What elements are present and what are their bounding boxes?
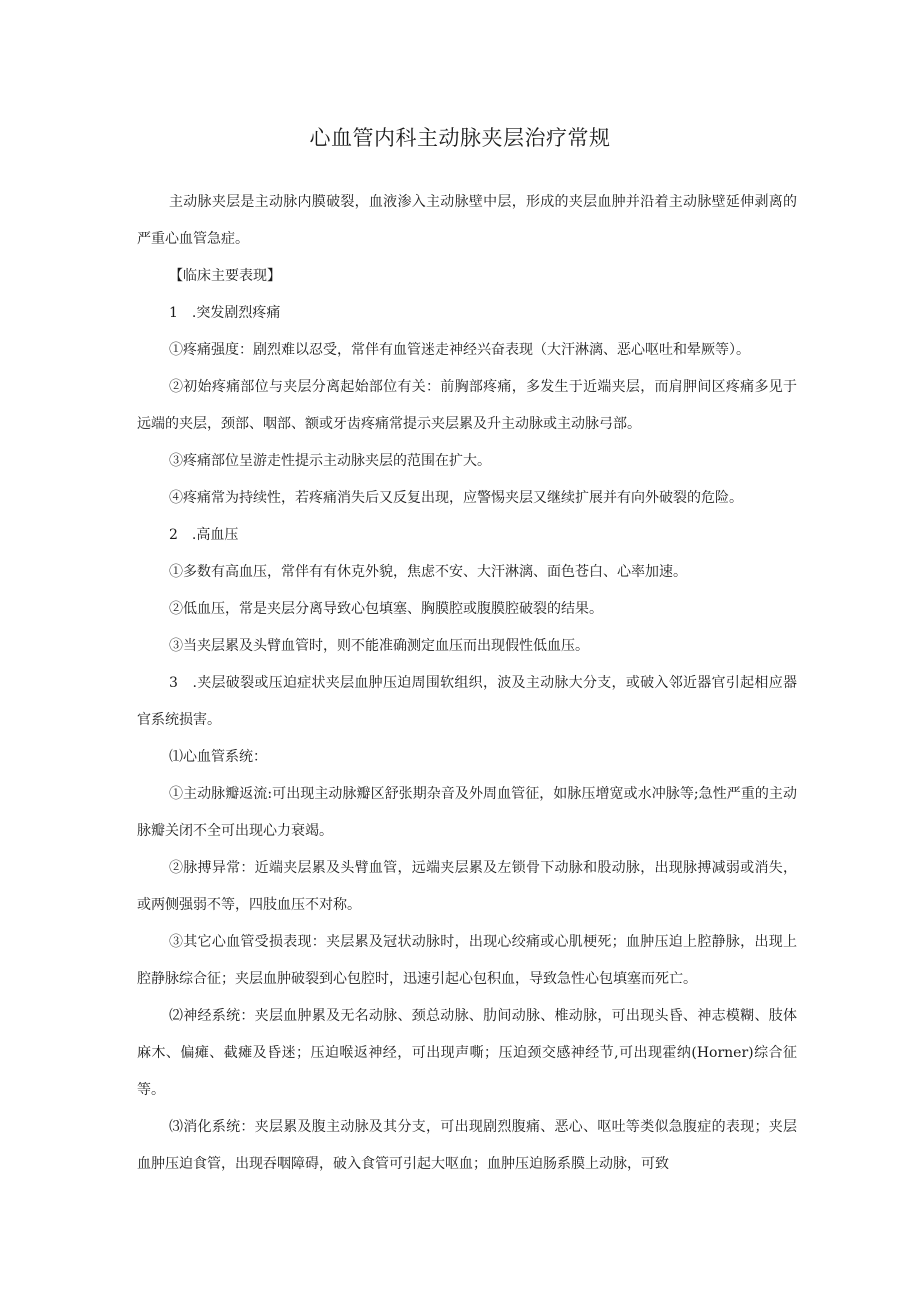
paragraph-digestive: ⑶消化系统：夹层累及腹主动脉及其分支，可出现剧烈腹痛、恶心、呕吐等类似急腹症的表现；夹层血肿压迫食管，出现吞咽障碍，破入食管可引起大呕血；血肿压迫肠系膜上动脉，可致 [137,1119,797,1172]
paragraph-cv-2: ②脉搏异常：近端夹层累及头臂血管，远端夹层累及左锁骨下动脉和股动脉，出现脉搏减弱或消失，或两侧强弱不等，四肢血压不对称。 [137,860,797,913]
paragraph-bp-2: ②低血压，常是夹层分离导致心包填塞、胸膜腔或腹膜腔破裂的结果。 [169,601,603,617]
list-heading-hypertension: 2 .高血压 [169,527,239,543]
section-heading-clinical: 【临床主要表现】 [169,268,281,284]
paragraph-bp-3: ③当夹层累及头臂血管时，则不能准确测定血压而出现假性低血压。 [169,638,589,654]
list-heading-pain: 1 .突发剧烈疼痛 [169,305,281,321]
paragraph-cv-3: ③其它心血管受损表现：夹层累及冠状动脉时，出现心绞痛或心肌梗死；血肿压迫上腔静脉，出现上腔静脉综合征；夹层血肿破裂到心包腔时，迅速引起心包积血，导致急性心包填塞而死亡。 [137,934,797,987]
paragraph-pain-4: ④疼痛常为持续性，若疼痛消失后又反复出现，应警惕夹层又继续扩展并有向外破裂的危险。 [169,490,743,506]
paragraph-pain-2: ②初始疼痛部位与夹层分离起始部位有关：前胸部疼痛，多发生于近端夹层，而肩胛间区疼痛多见于远端的夹层，颈部、咽部、额或牙齿疼痛常提示夹层累及升主动脉或主动脉弓部。 [137,379,797,432]
document-title: 心血管内科主动脉夹层治疗常规 [309,126,611,150]
list-heading-rupture: 3 .夹层破裂或压迫症状夹层血肿压迫周围软组织，波及主动脉大分支，或破入邻近器官引起相应器官系统损害。 [137,675,797,728]
document-body [137,184,797,1183]
subheading-cardiovascular: ⑴心血管系统： [169,749,267,765]
paragraph-bp-1: ①多数有高血压，常伴有有休克外貌，焦虑不安、大汗淋漓、面色苍白、心率加速。 [169,564,687,580]
paragraph-pain-3: ③疼痛部位呈游走性提示主动脉夹层的范围在扩大。 [169,453,491,469]
paragraph-cv-1: ①主动脉瓣返流:可出现主动脉瓣区舒张期杂音及外周血管征，如脉压增宽或水冲脉等;急性严重的主动脉瓣关闭不全可出现心力衰竭。 [137,786,797,839]
paragraph-pain-1: ①疼痛强度：剧烈难以忍受，常伴有血管迷走神经兴奋表现（大汗淋漓、恶心呕吐和晕厥等）。 [169,342,750,358]
paragraph-intro: 主动脉夹层是主动脉内膜破裂，血液渗入主动脉壁中层，形成的夹层血肿并沿着主动脉壁延伸剥离的严重心血管急症。 [137,194,797,247]
paragraph-nervous: ⑵神经系统：夹层血肿累及无名动脉、颈总动脉、肋间动脉、椎动脉，可出现头昏、神志模糊、肢体麻木、偏瘫、截瘫及昏迷；压迫喉返神经，可出现声嘶；压迫颈交感神经节,可出现霍纳(Horner)综合征等。 [137,1008,797,1098]
